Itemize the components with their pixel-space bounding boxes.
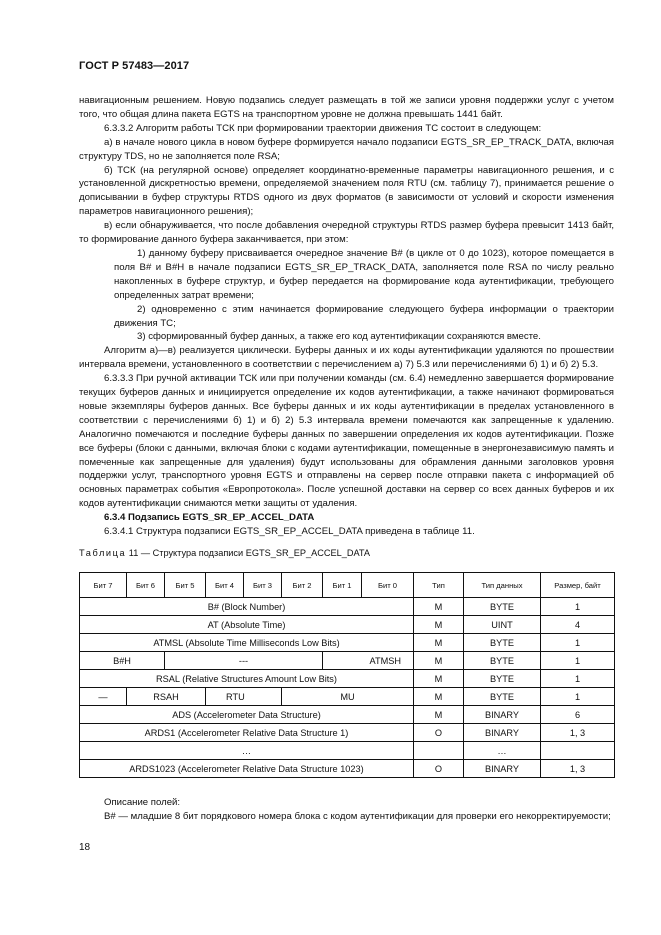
table-caption-text: 11 — Структура подзаписи EGTS_SR_EP_ACCEL_DATA	[126, 548, 370, 558]
field-cell: RSAL (Relative Structures Amount Low Bits)	[80, 670, 414, 688]
header-cell: Бит 3	[244, 573, 282, 598]
header-cell: Бит 5	[165, 573, 206, 598]
header-cell: Бит 7	[80, 573, 127, 598]
paragraph: 6.3.3.2 Алгоритм работы ТСК при формировании траектории движения ТС состоит в следующем:	[104, 122, 542, 134]
type-cell: M	[414, 634, 464, 652]
paragraph: B# — младшие 8 бит порядкового номера блока с кодом аутентификации для проверки его некорректируемости;	[104, 811, 611, 822]
size-cell: 6	[541, 706, 615, 724]
field-description	[79, 796, 614, 824]
data-type-cell: BYTE	[464, 688, 541, 706]
type-cell: M	[414, 598, 464, 616]
size-cell: 1	[541, 634, 615, 652]
data-type-cell: BYTE	[464, 670, 541, 688]
header-cell: Бит 2	[282, 573, 323, 598]
table-row	[80, 652, 615, 670]
field-cell: …	[80, 742, 414, 760]
section-heading: 6.3.4 Подзапись EGTS_SR_EP_ACCEL_DATA	[104, 512, 315, 524]
field-cell: ARDS1023 (Accelerometer Relative Data Structure 1023)	[80, 760, 414, 778]
paragraph: а) в начале нового цикла в новом буфере формируется начало подзаписи EGTS_SR_EP_TRACK_DATA, включая структуру TDS, но не заполняется поле RSA;	[79, 136, 614, 162]
type-cell	[414, 742, 464, 760]
table-caption-prefix: Таблица	[79, 548, 127, 558]
paragraph: 6.3.4.1 Структура подзаписи EGTS_SR_EP_ACCEL_DATA приведена в таблице 11.	[104, 526, 475, 538]
paragraph: б) ТСК (на регулярной основе) определяет координатно-временные параметры навигационного решения, и с установленной дискретностью времени, определяемой значением поля RTU (см. таблицу 7), принимается решение о дописывании в буфер структуры RTDS одного из двух форматов (в зависимости от условий и скорости изменения параметров навигационного решения);	[79, 164, 614, 218]
structure-table	[79, 572, 615, 778]
data-type-cell: UINT	[464, 616, 541, 634]
header-cell: Бит 6	[127, 573, 165, 598]
paragraph: Описание полей:	[104, 797, 181, 808]
table-row	[80, 742, 615, 760]
field-cell: ARDS1 (Accelerometer Relative Data Structure 1)	[80, 724, 414, 742]
field-cell: RSAH	[127, 688, 206, 706]
field-cell: ATMSH	[323, 652, 414, 670]
paragraph: 6.3.3.3 При ручной активации ТСК или при получении команды (см. 6.4) немедленно завершается формирование текущих буферов данных и инициируется определение их кодов аутентификации, а также начинают формироваться новые экземпляры буферов данных. Все буферы данных и их коды аутентификации в пределах установленного в соответствии с перечислениями б) 1) и б) 2) 5.3 интервала времени помечаются как запрещенные к удалению. Аналогично помечаются и последние буферы данных по завершении определения их кодов аутентификации. Позже все буферы (блоки с данными, включая блоки с кодами аутентификации, помещенные в энергонезависимую память и помеченные как запрещенные для удаления) будут использованы для обрамления данными заголовков уровня поддержки услуг, транспортного уровня EGTS и отправлены на сервер после отправки пакета с информацией об основных параметрах события «Европротокола». После успешной доставки на сервер со всех данных буферов и их кодов аутентификации снимаются метки защиты от удаления.	[79, 373, 614, 510]
data-type-cell: BYTE	[464, 634, 541, 652]
data-type-cell: BINARY	[464, 760, 541, 778]
page-number: 18	[79, 842, 91, 853]
header-cell: Тип	[414, 573, 464, 598]
size-cell: 1, 3	[541, 760, 615, 778]
type-cell: O	[414, 724, 464, 742]
table-row	[80, 706, 615, 724]
data-type-cell: BINARY	[464, 724, 541, 742]
data-type-cell: BYTE	[464, 652, 541, 670]
paragraph: 2) одновременно с этим начинается формирование следующего буфера информации о траектории движения ТС;	[114, 303, 614, 329]
size-cell: 4	[541, 616, 615, 634]
size-cell: 1	[541, 688, 615, 706]
table-row	[80, 616, 615, 634]
header-cell: Тип данных	[464, 573, 541, 598]
table-row	[80, 634, 615, 652]
body-text	[79, 94, 614, 539]
data-type-cell: …	[464, 742, 541, 760]
paragraph: 1) данному буферу присваивается очередное значение B# (в цикле от 0 до 1023), которое помещается в поля B# и B#H в начале подзаписи EGTS_SR_EP_TRACK_DATA, заполняется поле RSA по числу реально накопленных в буфере структур, и буфер передается на формирование кода аутентификации, требующего определенных затрат времени;	[114, 247, 614, 301]
header-cell: Бит 0	[362, 573, 414, 598]
table-row	[80, 724, 615, 742]
type-cell: M	[414, 670, 464, 688]
table-caption	[79, 548, 370, 558]
paragraph: Алгоритм а)—в) реализуется циклически. Буферы данных и их коды аутентификации удаляются по прошествии интервала времени, установленного в соответствии с перечислением а) 7) 5.3 или перечислениями б) 1) и б) 2) 5.3.	[79, 345, 614, 371]
size-cell: 1	[541, 652, 615, 670]
page-header: ГОСТ Р 57483—2017	[79, 60, 190, 72]
type-cell: M	[414, 652, 464, 670]
field-cell: ADS (Accelerometer Data Structure)	[80, 706, 414, 724]
paragraph: в) если обнаруживается, что после добавления очередной структуры RTDS размер буфера превысит 1413 байт, то формирование данного буфера заканчивается, при этом:	[79, 220, 614, 246]
field-cell: B# (Block Number)	[80, 598, 414, 616]
type-cell: M	[414, 706, 464, 724]
type-cell: M	[414, 616, 464, 634]
table-row	[80, 760, 615, 778]
paragraph: 3) сформированный буфер данных, а также его код аутентификации сохраняются вместе.	[137, 331, 541, 343]
field-cell: RTU	[206, 688, 282, 706]
header-cell: Бит 1	[323, 573, 362, 598]
type-cell: O	[414, 760, 464, 778]
size-cell: 1, 3	[541, 724, 615, 742]
data-type-cell: BYTE	[464, 598, 541, 616]
table-header-row	[80, 573, 615, 598]
field-cell: —	[80, 688, 127, 706]
header-cell: Бит 4	[206, 573, 244, 598]
field-cell: B#H	[80, 652, 165, 670]
paragraph: навигационным решением. Новую подзапись следует размещать в той же записи уровня поддержки услуг с учетом того, что общая длина пакета EGTS на транспортном уровне не должна превышать 1441 байт.	[79, 95, 614, 120]
size-cell: 1	[541, 670, 615, 688]
size-cell	[541, 742, 615, 760]
field-cell: AT (Absolute Time)	[80, 616, 414, 634]
table-row	[80, 670, 615, 688]
table-row	[80, 688, 615, 706]
size-cell: 1	[541, 598, 615, 616]
type-cell: M	[414, 688, 464, 706]
table-row	[80, 598, 615, 616]
field-cell: ATMSL (Absolute Time Milliseconds Low Bits)	[80, 634, 414, 652]
field-cell: MU	[282, 688, 414, 706]
field-cell: ---	[165, 652, 323, 670]
data-type-cell: BINARY	[464, 706, 541, 724]
header-cell: Размер, байт	[541, 573, 615, 598]
